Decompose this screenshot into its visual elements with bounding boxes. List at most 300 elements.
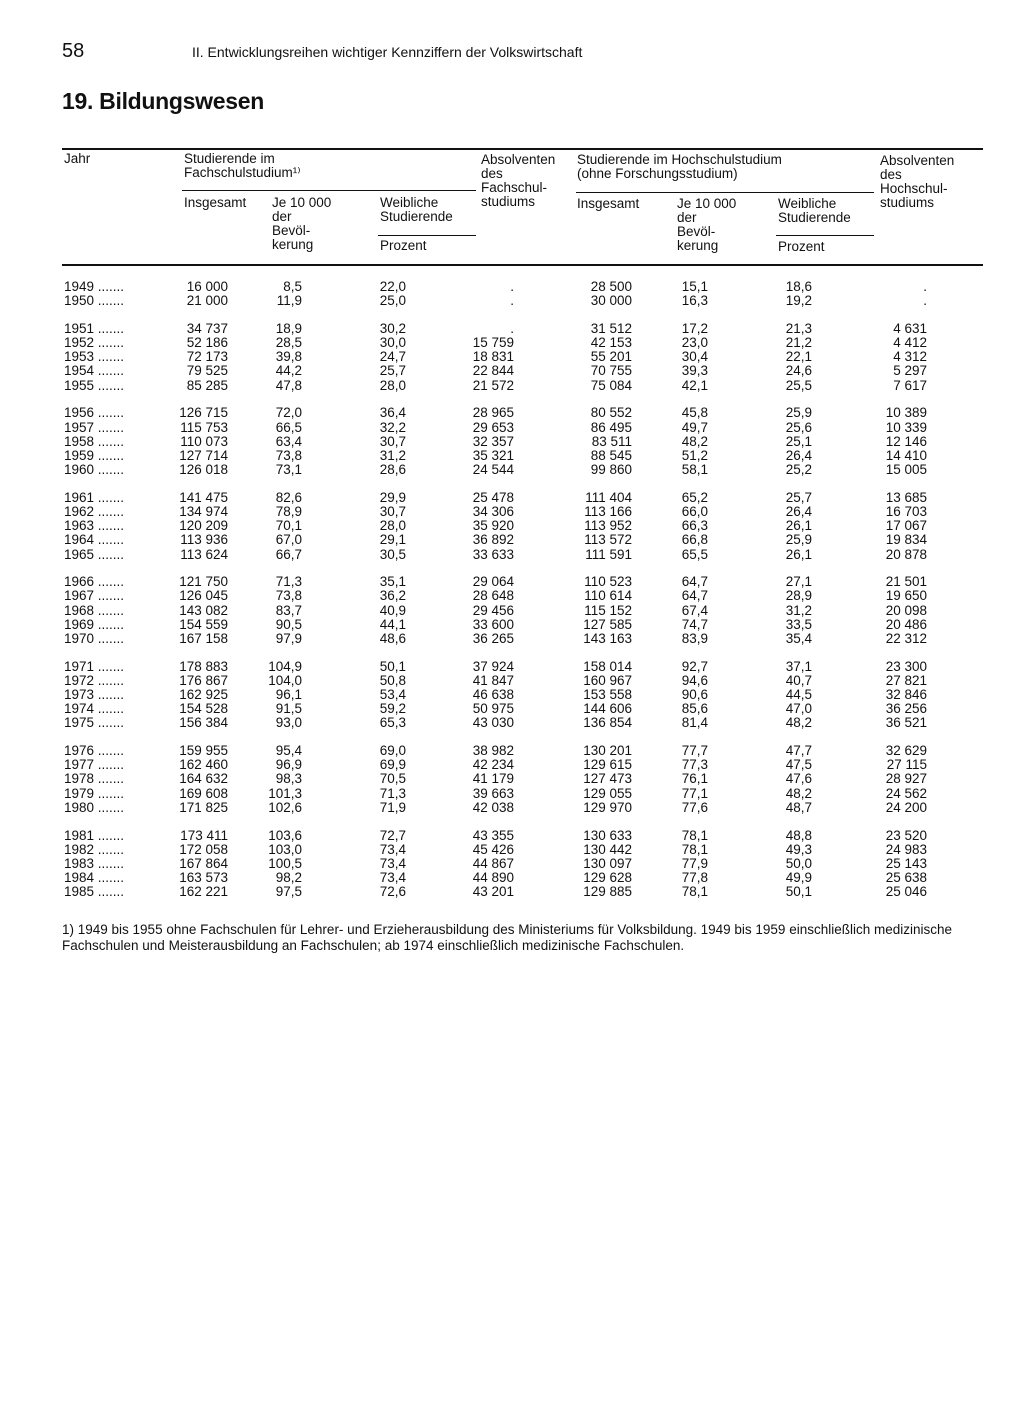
cell-absolventen-fs: 15 759 bbox=[472, 335, 514, 351]
cell-absolventen-hs: 13 685 bbox=[885, 489, 927, 505]
cell-absolventen-hs: 20 486 bbox=[885, 616, 927, 632]
cell-fs-je-10000: 96,1 bbox=[275, 687, 302, 702]
cell-absolventen-fs: 33 633 bbox=[472, 546, 514, 562]
cell-hs-weiblich-prozent: 25,9 bbox=[785, 405, 812, 421]
cell-hs-insgesamt: 110 614 bbox=[584, 588, 632, 604]
cell-hs-weiblich-prozent: 47,0 bbox=[785, 701, 812, 717]
table-body bbox=[0, 280, 1024, 913]
cell-fs-weiblich-prozent: 30,7 bbox=[379, 433, 406, 449]
cell-absolventen-fs: . bbox=[510, 279, 514, 294]
cell-absolventen-hs: 7 617 bbox=[893, 377, 927, 393]
cell-fs-je-10000: 73,8 bbox=[275, 447, 302, 463]
cell-fs-insgesamt: 154 528 bbox=[179, 701, 228, 717]
cell-absolventen-fs: 43 030 bbox=[472, 715, 514, 731]
cell-fs-weiblich-prozent: 40,9 bbox=[379, 602, 406, 618]
cell-fs-insgesamt: 156 384 bbox=[179, 715, 228, 731]
table-row bbox=[0, 772, 1024, 786]
cell-year: 1966 ....... bbox=[64, 574, 125, 590]
cell-absolventen-fs: 42 038 bbox=[472, 799, 514, 815]
cell-year: 1979 ....... bbox=[64, 785, 125, 801]
cell-year: 1960 ....... bbox=[64, 462, 125, 478]
cell-fs-weiblich-prozent: 35,1 bbox=[379, 574, 406, 590]
cell-hs-weiblich-prozent: 49,9 bbox=[785, 870, 812, 886]
cell-hs-insgesamt: 127 473 bbox=[583, 771, 632, 787]
cell-fs-insgesamt: 110 073 bbox=[180, 433, 228, 449]
footnote: 1) 1949 bis 1955 ohne Fachschulen für Lehrer- und Erzieherausbildung des Ministeriums für Volksbildung. 1949 bis 1959 einschließlich medizinische Fachschulen und Meisterausbildung an Fachschulen; ab 1974 einschließlich medizinische Fachschulen. bbox=[62, 922, 953, 953]
table-row bbox=[0, 505, 1024, 519]
table-row bbox=[0, 589, 1024, 603]
cell-absolventen-hs: 20 098 bbox=[885, 602, 927, 618]
cell-fs-insgesamt: 21 000 bbox=[186, 293, 228, 309]
cell-hs-insgesamt: 88 545 bbox=[590, 447, 632, 463]
cell-fs-je-10000: 98,3 bbox=[275, 771, 302, 787]
cell-hs-weiblich-prozent: 24,6 bbox=[785, 363, 812, 379]
cell-absolventen-fs: 28 648 bbox=[472, 588, 514, 604]
cell-fs-je-10000: 100,5 bbox=[268, 855, 302, 871]
cell-fs-je-10000: 73,8 bbox=[275, 588, 302, 604]
cell-fs-je-10000: 103,0 bbox=[268, 841, 302, 857]
cell-fs-weiblich-prozent: 24,7 bbox=[379, 349, 406, 365]
cell-hs-insgesamt: 130 097 bbox=[583, 855, 632, 871]
cell-year: 1955 ....... bbox=[64, 377, 125, 393]
cell-hs-je-10000: 90,6 bbox=[681, 687, 708, 702]
cell-hs-insgesamt: 129 615 bbox=[583, 757, 632, 773]
cell-year: 1964 ....... bbox=[64, 532, 125, 548]
cell-hs-je-10000: 94,6 bbox=[681, 672, 708, 688]
table-row bbox=[0, 674, 1024, 688]
cell-hs-weiblich-prozent: 21,3 bbox=[785, 320, 812, 336]
cell-year: 1973 ....... bbox=[64, 687, 125, 702]
cell-hs-je-10000: 30,4 bbox=[681, 349, 708, 365]
cell-year: 1965 ....... bbox=[64, 546, 125, 562]
cell-absolventen-hs: 32 629 bbox=[885, 743, 927, 759]
cell-hs-weiblich-prozent: 44,5 bbox=[785, 687, 812, 702]
cell-hs-je-10000: 17,2 bbox=[681, 320, 708, 336]
cell-hs-weiblich-prozent: 21,2 bbox=[785, 335, 812, 351]
cell-year: 1977 ....... bbox=[64, 757, 125, 773]
cell-fs-weiblich-prozent: 28,0 bbox=[379, 377, 406, 393]
cell-year: 1985 ....... bbox=[64, 884, 125, 900]
cell-fs-je-10000: 82,6 bbox=[275, 489, 302, 505]
cell-hs-insgesamt: 113 166 bbox=[584, 503, 632, 519]
cell-year: 1961 ....... bbox=[64, 489, 125, 505]
cell-year: 1975 ....... bbox=[64, 715, 125, 731]
cell-fs-insgesamt: 127 714 bbox=[179, 447, 228, 463]
cell-fs-insgesamt: 113 936 bbox=[180, 532, 228, 548]
cell-fs-insgesamt: 126 045 bbox=[179, 588, 228, 604]
cell-fs-insgesamt: 171 825 bbox=[179, 799, 228, 815]
cell-absolventen-fs: 18 831 bbox=[472, 349, 514, 365]
cell-absolventen-fs: 44 890 bbox=[472, 870, 514, 886]
cell-absolventen-hs: 4 412 bbox=[893, 335, 927, 351]
cell-year: 1984 ....... bbox=[64, 870, 125, 886]
cell-absolventen-hs: 23 300 bbox=[885, 658, 927, 674]
cell-hs-weiblich-prozent: 26,4 bbox=[785, 503, 812, 519]
cell-hs-weiblich-prozent: 25,7 bbox=[785, 489, 812, 505]
cell-hs-insgesamt: 83 511 bbox=[591, 433, 632, 449]
cell-year: 1970 ....... bbox=[64, 630, 125, 646]
table-row bbox=[0, 575, 1024, 589]
cell-absolventen-fs: 21 572 bbox=[472, 377, 514, 393]
row-group bbox=[0, 322, 1024, 393]
header-fs-prozent: Prozent bbox=[380, 238, 427, 253]
table-row bbox=[0, 716, 1024, 730]
fs-group-rule bbox=[182, 190, 476, 191]
cell-fs-weiblich-prozent: 72,7 bbox=[379, 827, 406, 843]
cell-absolventen-fs: 24 544 bbox=[472, 462, 514, 478]
cell-year: 1981 ....... bbox=[64, 827, 125, 843]
header-hs-je: Je 10 000 der Bevöl- kerung bbox=[677, 196, 737, 253]
cell-absolventen-fs: 39 663 bbox=[472, 785, 514, 801]
cell-fs-insgesamt: 167 158 bbox=[179, 630, 228, 646]
cell-absolventen-hs: 12 146 bbox=[885, 433, 927, 449]
cell-fs-je-10000: 104,0 bbox=[268, 672, 302, 688]
cell-absolventen-hs: 5 297 bbox=[893, 363, 927, 379]
cell-absolventen-fs: 41 179 bbox=[472, 771, 514, 787]
cell-hs-je-10000: 45,8 bbox=[681, 405, 708, 421]
cell-fs-insgesamt: 16 000 bbox=[186, 279, 228, 294]
row-group bbox=[0, 660, 1024, 731]
cell-fs-je-10000: 101,3 bbox=[268, 785, 302, 801]
cell-fs-insgesamt: 178 883 bbox=[179, 658, 228, 674]
cell-fs-weiblich-prozent: 44,1 bbox=[379, 616, 406, 632]
table-row bbox=[0, 463, 1024, 477]
row-group bbox=[0, 829, 1024, 900]
cell-fs-weiblich-prozent: 30,0 bbox=[379, 335, 406, 351]
cell-absolventen-hs: 17 067 bbox=[885, 518, 927, 534]
cell-hs-je-10000: 48,2 bbox=[681, 433, 708, 449]
cell-hs-je-10000: 66,8 bbox=[681, 532, 708, 548]
cell-fs-insgesamt: 134 974 bbox=[179, 503, 228, 519]
row-group bbox=[0, 491, 1024, 562]
cell-hs-weiblich-prozent: 47,5 bbox=[785, 757, 812, 773]
page-number: 58 bbox=[62, 40, 85, 62]
cell-absolventen-fs: 43 355 bbox=[472, 827, 514, 843]
cell-fs-je-10000: 18,9 bbox=[275, 320, 302, 336]
cell-year: 1958 ....... bbox=[64, 433, 125, 449]
table-row bbox=[0, 758, 1024, 772]
cell-hs-je-10000: 81,4 bbox=[681, 715, 708, 731]
table-row bbox=[0, 406, 1024, 420]
table-row bbox=[0, 533, 1024, 547]
cell-hs-weiblich-prozent: 31,2 bbox=[785, 602, 812, 618]
cell-absolventen-fs: 42 234 bbox=[472, 757, 514, 773]
table-row bbox=[0, 604, 1024, 618]
cell-absolventen-fs: 34 306 bbox=[472, 503, 514, 519]
cell-absolventen-hs: 27 821 bbox=[885, 672, 927, 688]
cell-absolventen-fs: 29 653 bbox=[472, 419, 514, 435]
cell-fs-insgesamt: 115 753 bbox=[180, 419, 228, 435]
cell-year: 1952 ....... bbox=[64, 335, 125, 351]
cell-absolventen-fs: 50 975 bbox=[472, 701, 514, 717]
cell-hs-je-10000: 66,0 bbox=[681, 503, 708, 519]
row-group bbox=[0, 406, 1024, 477]
cell-hs-insgesamt: 42 153 bbox=[590, 335, 632, 351]
cell-year: 1976 ....... bbox=[64, 743, 125, 759]
table-row bbox=[0, 618, 1024, 632]
cell-fs-weiblich-prozent: 69,0 bbox=[379, 743, 406, 759]
cell-hs-insgesamt: 30 000 bbox=[590, 293, 632, 309]
cell-fs-je-10000: 95,4 bbox=[275, 743, 302, 759]
cell-absolventen-fs: . bbox=[510, 320, 514, 336]
cell-fs-insgesamt: 72 173 bbox=[186, 349, 228, 365]
cell-hs-insgesamt: 127 585 bbox=[583, 616, 632, 632]
cell-fs-insgesamt: 164 632 bbox=[179, 771, 228, 787]
cell-absolventen-hs: . bbox=[923, 279, 927, 294]
header-fs-group: Studierende im Fachschulstudium¹⁾ bbox=[184, 151, 301, 180]
cell-hs-insgesamt: 129 970 bbox=[583, 799, 632, 815]
cell-hs-insgesamt: 86 495 bbox=[590, 419, 632, 435]
cell-absolventen-fs: 32 357 bbox=[472, 433, 514, 449]
cell-hs-insgesamt: 160 967 bbox=[583, 672, 632, 688]
cell-absolventen-hs: 23 520 bbox=[885, 827, 927, 843]
table-row bbox=[0, 744, 1024, 758]
header-hs-insgesamt: Insgesamt bbox=[577, 196, 640, 211]
cell-hs-je-10000: 77,7 bbox=[681, 743, 708, 759]
header-fs-insgesamt: Insgesamt bbox=[184, 195, 247, 210]
cell-hs-je-10000: 49,7 bbox=[681, 419, 708, 435]
cell-hs-insgesamt: 136 854 bbox=[583, 715, 632, 731]
cell-hs-je-10000: 78,1 bbox=[681, 827, 708, 843]
cell-fs-je-10000: 71,3 bbox=[275, 574, 302, 590]
table-row bbox=[0, 548, 1024, 562]
cell-year: 1974 ....... bbox=[64, 701, 125, 717]
cell-hs-weiblich-prozent: 33,5 bbox=[785, 616, 812, 632]
cell-hs-je-10000: 39,3 bbox=[681, 363, 708, 379]
cell-hs-je-10000: 85,6 bbox=[681, 701, 708, 717]
cell-hs-je-10000: 66,3 bbox=[681, 518, 708, 534]
cell-fs-je-10000: 67,0 bbox=[275, 532, 302, 548]
cell-fs-insgesamt: 162 221 bbox=[179, 884, 228, 900]
cell-hs-insgesamt: 28 500 bbox=[590, 279, 632, 294]
table-row bbox=[0, 379, 1024, 393]
cell-absolventen-fs: . bbox=[510, 293, 514, 309]
cell-hs-weiblich-prozent: 48,8 bbox=[785, 827, 812, 843]
cell-hs-je-10000: 67,4 bbox=[681, 602, 708, 618]
cell-absolventen-fs: 29 064 bbox=[472, 574, 514, 590]
cell-fs-weiblich-prozent: 30,5 bbox=[379, 546, 406, 562]
cell-year: 1950 ....... bbox=[64, 293, 125, 309]
cell-hs-weiblich-prozent: 26,4 bbox=[785, 447, 812, 463]
table-row bbox=[0, 702, 1024, 716]
cell-fs-weiblich-prozent: 25,7 bbox=[379, 363, 406, 379]
cell-hs-je-10000: 15,1 bbox=[681, 279, 708, 294]
cell-year: 1951 ....... bbox=[64, 320, 125, 336]
cell-fs-weiblich-prozent: 53,4 bbox=[379, 687, 406, 702]
cell-year: 1949 ....... bbox=[64, 279, 125, 294]
header-hs-prozent: Prozent bbox=[778, 239, 825, 254]
cell-year: 1972 ....... bbox=[64, 672, 125, 688]
cell-fs-weiblich-prozent: 50,1 bbox=[379, 658, 406, 674]
cell-hs-insgesamt: 158 014 bbox=[583, 658, 632, 674]
cell-fs-je-10000: 47,8 bbox=[275, 377, 302, 393]
cell-fs-insgesamt: 167 864 bbox=[179, 855, 228, 871]
table-row bbox=[0, 660, 1024, 674]
cell-absolventen-hs: 15 005 bbox=[885, 462, 927, 478]
cell-fs-insgesamt: 85 285 bbox=[186, 377, 228, 393]
cell-hs-je-10000: 74,7 bbox=[681, 616, 708, 632]
cell-fs-insgesamt: 154 559 bbox=[179, 616, 228, 632]
cell-absolventen-fs: 41 847 bbox=[472, 672, 514, 688]
cell-fs-je-10000: 97,5 bbox=[275, 884, 302, 900]
cell-fs-je-10000: 72,0 bbox=[275, 405, 302, 421]
cell-hs-weiblich-prozent: 40,7 bbox=[785, 672, 812, 688]
table-row bbox=[0, 280, 1024, 294]
cell-hs-weiblich-prozent: 18,6 bbox=[785, 279, 812, 294]
cell-absolventen-hs: 16 703 bbox=[885, 503, 927, 519]
cell-hs-insgesamt: 99 860 bbox=[590, 462, 632, 478]
cell-hs-insgesamt: 130 442 bbox=[583, 841, 632, 857]
cell-hs-insgesamt: 129 885 bbox=[583, 884, 632, 900]
cell-hs-weiblich-prozent: 19,2 bbox=[785, 293, 812, 309]
cell-fs-insgesamt: 141 475 bbox=[179, 489, 228, 505]
cell-hs-weiblich-prozent: 48,2 bbox=[785, 785, 812, 801]
table-row bbox=[0, 885, 1024, 899]
cell-absolventen-hs: 19 650 bbox=[885, 588, 927, 604]
cell-hs-weiblich-prozent: 22,1 bbox=[785, 349, 812, 365]
cell-hs-insgesamt: 130 201 bbox=[583, 743, 632, 759]
cell-hs-insgesamt: 153 558 bbox=[583, 687, 632, 702]
cell-fs-je-10000: 8,5 bbox=[283, 279, 302, 294]
cell-hs-je-10000: 78,1 bbox=[681, 841, 708, 857]
cell-absolventen-fs: 29 456 bbox=[472, 602, 514, 618]
cell-hs-insgesamt: 111 404 bbox=[585, 489, 632, 505]
cell-absolventen-fs: 36 892 bbox=[472, 532, 514, 548]
cell-fs-insgesamt: 120 209 bbox=[179, 518, 228, 534]
cell-hs-je-10000: 23,0 bbox=[681, 335, 708, 351]
table-row bbox=[0, 688, 1024, 702]
cell-hs-insgesamt: 75 084 bbox=[590, 377, 632, 393]
cell-absolventen-hs: 25 046 bbox=[885, 884, 927, 900]
cell-absolventen-fs: 43 201 bbox=[472, 884, 514, 900]
table-row bbox=[0, 435, 1024, 449]
cell-year: 1956 ....... bbox=[64, 405, 125, 421]
cell-hs-insgesamt: 115 152 bbox=[584, 602, 632, 618]
table-row bbox=[0, 857, 1024, 871]
cell-fs-je-10000: 66,7 bbox=[275, 546, 302, 562]
cell-hs-je-10000: 58,1 bbox=[681, 462, 708, 478]
cell-year: 1959 ....... bbox=[64, 447, 125, 463]
cell-fs-insgesamt: 121 750 bbox=[179, 574, 228, 590]
cell-fs-insgesamt: 163 573 bbox=[179, 870, 228, 886]
cell-absolventen-hs: 4 631 bbox=[893, 320, 927, 336]
cell-fs-weiblich-prozent: 73,4 bbox=[379, 870, 406, 886]
cell-hs-insgesamt: 111 591 bbox=[585, 546, 632, 562]
cell-hs-weiblich-prozent: 25,5 bbox=[785, 377, 812, 393]
cell-absolventen-fs: 22 844 bbox=[472, 363, 514, 379]
cell-year: 1953 ....... bbox=[64, 349, 125, 365]
cell-absolventen-fs: 35 920 bbox=[472, 518, 514, 534]
cell-fs-weiblich-prozent: 48,6 bbox=[379, 630, 406, 646]
cell-fs-je-10000: 83,7 bbox=[275, 602, 302, 618]
cell-fs-weiblich-prozent: 71,3 bbox=[379, 785, 406, 801]
cell-hs-je-10000: 65,5 bbox=[681, 546, 708, 562]
cell-hs-insgesamt: 129 628 bbox=[583, 870, 632, 886]
cell-fs-je-10000: 91,5 bbox=[275, 701, 302, 717]
table-row bbox=[0, 350, 1024, 364]
cell-hs-insgesamt: 80 552 bbox=[590, 405, 632, 421]
cell-absolventen-fs: 33 600 bbox=[472, 616, 514, 632]
cell-hs-insgesamt: 144 606 bbox=[583, 701, 632, 717]
cell-hs-weiblich-prozent: 37,1 bbox=[785, 658, 812, 674]
cell-absolventen-fs: 37 924 bbox=[472, 658, 514, 674]
cell-hs-insgesamt: 113 952 bbox=[584, 518, 632, 534]
cell-fs-weiblich-prozent: 70,5 bbox=[379, 771, 406, 787]
header-hs-group: Studierende im Hochschulstudium (ohne Forschungsstudium) bbox=[577, 152, 782, 181]
table-row bbox=[0, 519, 1024, 533]
cell-fs-weiblich-prozent: 31,2 bbox=[379, 447, 406, 463]
header-fs-je: Je 10 000 der Bevöl- kerung bbox=[272, 195, 332, 252]
cell-hs-weiblich-prozent: 48,7 bbox=[785, 799, 812, 815]
cell-hs-je-10000: 64,7 bbox=[681, 574, 708, 590]
cell-fs-je-10000: 93,0 bbox=[275, 715, 302, 731]
cell-hs-weiblich-prozent: 47,6 bbox=[785, 771, 812, 787]
cell-hs-je-10000: 83,9 bbox=[681, 630, 708, 646]
cell-fs-je-10000: 96,9 bbox=[275, 757, 302, 773]
cell-hs-weiblich-prozent: 50,1 bbox=[785, 884, 812, 900]
cell-hs-weiblich-prozent: 25,9 bbox=[785, 532, 812, 548]
cell-hs-insgesamt: 31 512 bbox=[590, 320, 632, 336]
cell-fs-insgesamt: 159 955 bbox=[179, 743, 228, 759]
table-row bbox=[0, 491, 1024, 505]
cell-fs-insgesamt: 169 608 bbox=[179, 785, 228, 801]
cell-absolventen-hs: . bbox=[923, 293, 927, 309]
cell-absolventen-fs: 44 867 bbox=[472, 855, 514, 871]
cell-fs-weiblich-prozent: 65,3 bbox=[379, 715, 406, 731]
cell-absolventen-hs: 10 389 bbox=[885, 405, 927, 421]
cell-fs-je-10000: 44,2 bbox=[275, 363, 302, 379]
cell-fs-weiblich-prozent: 25,0 bbox=[379, 293, 406, 309]
cell-fs-je-10000: 73,1 bbox=[275, 462, 302, 478]
cell-hs-je-10000: 77,3 bbox=[681, 757, 708, 773]
cell-fs-insgesamt: 34 737 bbox=[186, 320, 228, 336]
cell-absolventen-hs: 22 312 bbox=[885, 630, 927, 646]
cell-hs-je-10000: 77,9 bbox=[681, 855, 708, 871]
table-row bbox=[0, 787, 1024, 801]
cell-fs-je-10000: 39,8 bbox=[275, 349, 302, 365]
cell-hs-weiblich-prozent: 47,7 bbox=[785, 743, 812, 759]
cell-hs-weiblich-prozent: 35,4 bbox=[785, 630, 812, 646]
cell-fs-weiblich-prozent: 29,1 bbox=[379, 532, 406, 548]
cell-absolventen-hs: 36 521 bbox=[885, 715, 927, 731]
cell-hs-weiblich-prozent: 26,1 bbox=[785, 546, 812, 562]
cell-year: 1980 ....... bbox=[64, 799, 125, 815]
cell-fs-insgesamt: 176 867 bbox=[179, 672, 228, 688]
cell-hs-weiblich-prozent: 25,1 bbox=[785, 433, 812, 449]
cell-fs-insgesamt: 113 624 bbox=[180, 546, 228, 562]
cell-hs-je-10000: 78,1 bbox=[681, 884, 708, 900]
page-title: 19. Bildungswesen bbox=[62, 88, 264, 114]
cell-absolventen-hs: 24 983 bbox=[885, 841, 927, 857]
cell-year: 1954 ....... bbox=[64, 363, 125, 379]
cell-hs-weiblich-prozent: 49,3 bbox=[785, 841, 812, 857]
cell-absolventen-hs: 24 562 bbox=[885, 785, 927, 801]
running-head: II. Entwicklungsreihen wichtiger Kennziffern der Volkswirtschaft bbox=[192, 44, 583, 60]
cell-absolventen-hs: 19 834 bbox=[885, 532, 927, 548]
cell-absolventen-hs: 24 200 bbox=[885, 799, 927, 815]
header-bottom-rule bbox=[62, 264, 983, 266]
cell-hs-weiblich-prozent: 50,0 bbox=[785, 855, 812, 871]
cell-year: 1983 ....... bbox=[64, 855, 125, 871]
cell-year: 1971 ....... bbox=[64, 658, 125, 674]
row-group bbox=[0, 575, 1024, 646]
cell-fs-insgesamt: 143 082 bbox=[179, 602, 228, 618]
cell-year: 1969 ....... bbox=[64, 616, 125, 632]
cell-year: 1978 ....... bbox=[64, 771, 125, 787]
cell-absolventen-fs: 36 265 bbox=[472, 630, 514, 646]
cell-hs-je-10000: 64,7 bbox=[681, 588, 708, 604]
cell-fs-weiblich-prozent: 73,4 bbox=[379, 841, 406, 857]
